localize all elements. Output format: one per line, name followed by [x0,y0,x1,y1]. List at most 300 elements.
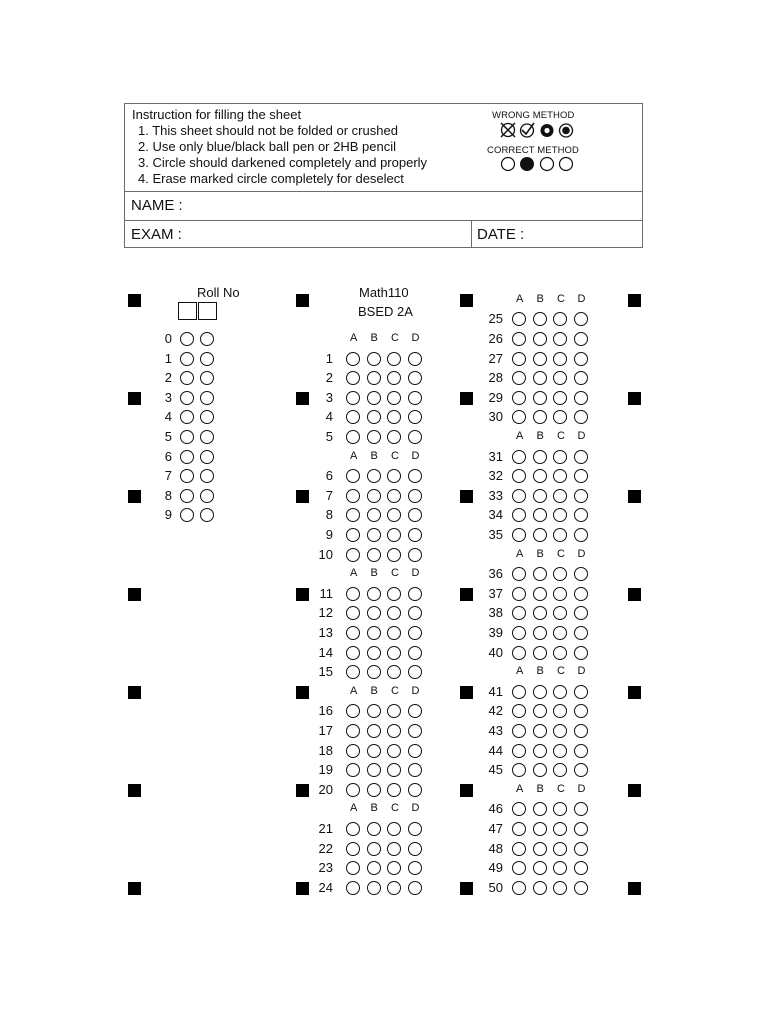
roll-digit-label: 2 [164,370,172,386]
option-header-a: A [350,449,358,462]
name-field[interactable] [125,191,642,221]
answer-bubble-b[interactable] [533,312,547,326]
answer-bubble-c[interactable] [387,763,401,777]
answer-bubble-d[interactable] [408,410,422,424]
answer-bubble-a[interactable] [512,567,526,581]
alignment-marker [128,882,141,895]
answer-bubble-a[interactable] [512,626,526,640]
answer-bubble-a[interactable] [512,391,526,405]
answer-bubble-d[interactable] [408,469,422,483]
question-number: 12 [318,605,333,621]
answer-bubble-a[interactable] [512,450,526,464]
answer-bubble-d[interactable] [408,489,422,503]
instruction-item-3: 3. Circle should darkened completely and properly [138,155,428,170]
answer-bubble-c[interactable] [553,822,567,836]
answer-bubble-a[interactable] [512,508,526,522]
answer-bubble-d[interactable] [408,548,422,562]
option-header-d: D [577,782,586,795]
answer-bubble-d[interactable] [574,626,588,640]
answer-bubble-d[interactable] [574,410,588,424]
answer-bubble-c[interactable] [553,567,567,581]
answer-bubble-d[interactable] [574,704,588,718]
answer-bubble-b[interactable] [533,410,547,424]
answer-bubble-d[interactable] [574,332,588,346]
answer-bubble-a[interactable] [512,822,526,836]
answer-bubble-a[interactable] [346,842,360,856]
option-header-b: B [536,782,544,795]
alignment-marker [628,294,641,307]
answer-bubble-d[interactable] [408,881,422,895]
answer-bubble-a[interactable] [512,352,526,366]
answer-bubble-d[interactable] [408,861,422,875]
roll-digit-box-2[interactable] [198,302,217,320]
question-number: 40 [488,644,503,660]
option-header-b: B [536,430,544,442]
roll-bubble[interactable] [180,450,194,464]
roll-digit-label: 5 [164,429,172,444]
roll-bubble[interactable] [200,410,214,424]
answer-bubble-d[interactable] [408,646,422,660]
answer-bubble-b[interactable] [533,626,547,640]
answer-bubble-c[interactable] [387,842,401,856]
roll-bubble[interactable] [200,450,214,464]
answer-bubble-c[interactable] [387,430,401,444]
option-header-b: B [370,802,378,815]
answer-bubble-b[interactable] [367,861,381,875]
exam-label: EXAM : [131,226,182,243]
roll-digit-label: 0 [164,331,172,346]
answer-bubble-a[interactable] [346,352,360,366]
answer-bubble-d[interactable] [574,861,588,875]
answer-bubble-c[interactable] [553,606,567,620]
answer-bubble-b[interactable] [533,685,547,699]
question-number: 46 [488,801,503,817]
answer-bubble-b[interactable] [367,352,381,366]
answer-bubble-a[interactable] [512,842,526,856]
answer-bubble-b[interactable] [533,802,547,816]
answer-bubble-d[interactable] [408,626,422,640]
answer-bubble-a[interactable] [346,783,360,797]
answer-bubble-c[interactable] [387,508,401,522]
answer-bubble-b[interactable] [533,489,547,503]
answer-bubble-a[interactable] [346,822,360,836]
roll-bubble[interactable] [180,469,194,483]
roll-bubble[interactable] [200,508,214,522]
roll-digit-label: 6 [164,448,172,464]
answer-bubble-b[interactable] [367,391,381,405]
question-number: 21 [318,821,333,836]
answer-bubble-c[interactable] [387,489,401,503]
answer-bubble-b[interactable] [533,508,547,522]
answer-bubble-a[interactable] [512,606,526,620]
answer-bubble-b[interactable] [367,626,381,640]
answer-bubble-c[interactable] [553,646,567,660]
answer-bubble-d[interactable] [408,587,422,601]
answer-bubble-b[interactable] [533,528,547,542]
answer-bubble-c[interactable] [553,587,567,601]
option-header-b: B [370,332,378,344]
alignment-marker [128,294,141,307]
roll-bubble[interactable] [180,371,194,385]
answer-bubble-b[interactable] [533,763,547,777]
answer-bubble-a[interactable] [346,587,360,601]
answer-bubble-b[interactable] [533,332,547,346]
alignment-marker [460,588,473,601]
answer-bubble-b[interactable] [367,783,381,797]
roll-bubble[interactable] [180,410,194,424]
answer-bubble-b[interactable] [367,665,381,679]
ringed-bubble-icon [541,124,554,137]
question-number: 48 [488,840,503,856]
answer-bubble-c[interactable] [387,861,401,875]
answer-bubble-c[interactable] [387,665,401,679]
answer-bubble-d[interactable] [574,312,588,326]
answer-bubble-b[interactable] [367,704,381,718]
answer-bubble-b[interactable] [533,822,547,836]
answer-bubble-c[interactable] [553,391,567,405]
roll-digit-label: 7 [164,468,172,484]
alignment-marker [460,784,473,797]
answer-bubble-d[interactable] [574,881,588,895]
date-label: DATE : [477,226,525,243]
option-header-d: D [577,292,586,305]
answer-bubble-b[interactable] [367,606,381,620]
answer-bubble-d[interactable] [574,450,588,464]
answer-bubble-c[interactable] [387,587,401,601]
answer-bubble-d[interactable] [574,842,588,856]
question-number: 18 [318,742,333,758]
roll-bubble[interactable] [200,430,214,444]
answer-bubble-d[interactable] [574,646,588,660]
answer-bubble-b[interactable] [533,704,547,718]
answer-bubble-a[interactable] [346,508,360,522]
instruction-item-4: 4. Erase marked circle completely for deselect [138,171,404,186]
answer-bubble-a[interactable] [512,410,526,424]
answer-bubble-d[interactable] [574,489,588,503]
answer-bubble-a[interactable] [512,332,526,346]
option-header-a: A [516,547,524,560]
answer-bubble-c[interactable] [553,352,567,366]
answer-bubble-c[interactable] [387,881,401,895]
alignment-marker [296,882,309,895]
roll-bubble[interactable] [180,391,194,405]
answer-bubble-b[interactable] [533,861,547,875]
question-number: 32 [488,468,503,484]
answer-bubble-b[interactable] [367,489,381,503]
instruction-item-2: 2. Use only blue/black ball pen or 2HB pencil [138,139,396,154]
question-number: 35 [488,527,503,542]
answer-bubble-a[interactable] [512,861,526,875]
answer-bubble-b[interactable] [367,410,381,424]
answer-bubble-a[interactable] [346,469,360,483]
answer-bubble-c[interactable] [553,626,567,640]
answer-bubble-a[interactable] [346,626,360,640]
answer-bubble-b[interactable] [533,469,547,483]
answer-bubble-c[interactable] [553,469,567,483]
section-title: BSED 2A [358,304,413,319]
empty-bubble-icon [541,158,554,171]
answer-bubble-d[interactable] [408,352,422,366]
answer-bubble-b[interactable] [367,528,381,542]
answer-bubble-c[interactable] [387,391,401,405]
roll-digit-label: 4 [164,409,172,425]
question-number: 27 [488,350,503,366]
question-number: 31 [488,448,503,464]
answer-bubble-b[interactable] [533,646,547,660]
answer-bubble-a[interactable] [512,312,526,326]
answer-bubble-b[interactable] [367,724,381,738]
alignment-marker [628,882,641,895]
answer-bubble-c[interactable] [553,685,567,699]
answer-bubble-b[interactable] [533,391,547,405]
alignment-marker [128,392,141,405]
alignment-marker [460,882,473,895]
alignment-marker [460,392,473,405]
answer-bubble-b[interactable] [367,430,381,444]
answer-bubble-c[interactable] [553,881,567,895]
exam-date-divider [471,220,472,248]
answer-bubble-b[interactable] [367,548,381,562]
answer-bubble-d[interactable] [574,802,588,816]
answer-bubble-d[interactable] [408,724,422,738]
answer-bubble-c[interactable] [553,312,567,326]
roll-bubble[interactable] [180,489,194,503]
roll-no-title: Roll No [197,285,240,300]
answer-bubble-b[interactable] [533,842,547,856]
answer-bubble-d[interactable] [574,606,588,620]
answer-bubble-a[interactable] [512,371,526,385]
question-number: 41 [488,683,503,699]
answer-bubble-c[interactable] [553,802,567,816]
question-number: 20 [318,781,333,797]
answer-bubble-b[interactable] [367,881,381,895]
question-number: 50 [488,879,503,895]
answer-bubble-b[interactable] [533,744,547,758]
answer-bubble-c[interactable] [553,861,567,875]
answer-bubble-a[interactable] [346,881,360,895]
answer-bubble-c[interactable] [387,822,401,836]
alignment-marker [296,686,309,699]
question-number: 47 [488,821,503,836]
question-number: 26 [488,331,503,346]
alignment-marker [628,588,641,601]
answer-bubble-a[interactable] [346,665,360,679]
roll-bubble[interactable] [200,489,214,503]
answer-bubble-b[interactable] [367,646,381,660]
answer-bubble-c[interactable] [553,842,567,856]
answer-bubble-d[interactable] [574,822,588,836]
answer-bubble-d[interactable] [408,763,422,777]
answer-bubble-b[interactable] [367,469,381,483]
answer-bubble-a[interactable] [512,489,526,503]
answer-bubble-a[interactable] [512,469,526,483]
answer-bubble-c[interactable] [553,450,567,464]
answer-bubble-d[interactable] [574,508,588,522]
option-header-b: B [370,684,378,697]
question-number: 19 [318,762,333,778]
option-header-c: C [391,332,399,344]
answer-bubble-a[interactable] [346,606,360,620]
answer-bubble-d[interactable] [574,469,588,483]
instruction-panel [125,104,642,192]
answer-bubble-c[interactable] [553,410,567,424]
answer-bubble-d[interactable] [574,567,588,581]
answer-bubble-a[interactable] [346,548,360,562]
question-number: 34 [488,507,503,523]
answer-bubble-b[interactable] [533,371,547,385]
answer-bubble-a[interactable] [346,430,360,444]
answer-bubble-c[interactable] [387,352,401,366]
answer-bubble-a[interactable] [512,744,526,758]
answer-bubble-d[interactable] [408,371,422,385]
question-number: 11 [319,585,333,601]
answer-bubble-c[interactable] [387,548,401,562]
answer-bubble-d[interactable] [408,744,422,758]
answer-bubble-c[interactable] [387,606,401,620]
answer-bubble-a[interactable] [512,646,526,660]
answer-bubble-a[interactable] [512,881,526,895]
answer-bubble-c[interactable] [387,626,401,640]
answer-bubble-d[interactable] [574,724,588,738]
answer-bubble-b[interactable] [533,567,547,581]
answer-bubble-c[interactable] [387,528,401,542]
answer-bubble-c[interactable] [387,469,401,483]
option-header-b: B [370,567,378,580]
roll-digit-box-1[interactable] [178,302,197,320]
answer-bubble-c[interactable] [553,724,567,738]
roll-bubble[interactable] [180,430,194,444]
answer-bubble-c[interactable] [387,410,401,424]
answer-bubble-b[interactable] [533,881,547,895]
roll-bubble[interactable] [200,332,214,346]
question-number: 13 [318,625,333,640]
answer-bubble-b[interactable] [367,822,381,836]
answer-bubble-d[interactable] [574,371,588,385]
option-header-c: C [391,449,399,462]
alignment-marker [296,588,309,601]
roll-bubble[interactable] [200,352,214,366]
answer-bubble-b[interactable] [367,744,381,758]
answer-bubble-c[interactable] [553,371,567,385]
answer-bubble-b[interactable] [533,724,547,738]
answer-bubble-a[interactable] [512,724,526,738]
answer-bubble-c[interactable] [553,763,567,777]
option-header-d: D [411,449,420,462]
answer-bubble-d[interactable] [574,763,588,777]
answer-bubble-b[interactable] [367,508,381,522]
answer-bubble-c[interactable] [387,744,401,758]
roll-bubble[interactable] [180,352,194,366]
answer-bubble-a[interactable] [512,763,526,777]
answer-bubble-a[interactable] [512,685,526,699]
correct-method-label: CORRECT METHOD [487,145,580,156]
answer-bubble-c[interactable] [553,528,567,542]
answer-bubble-a[interactable] [346,528,360,542]
answer-bubble-d[interactable] [574,587,588,601]
answer-bubble-a[interactable] [346,724,360,738]
answer-bubble-d[interactable] [574,352,588,366]
answer-bubble-b[interactable] [533,450,547,464]
answer-bubble-b[interactable] [533,606,547,620]
answer-bubble-a[interactable] [346,861,360,875]
answer-bubble-b[interactable] [533,352,547,366]
answer-bubble-c[interactable] [387,704,401,718]
answer-bubble-c[interactable] [387,783,401,797]
roll-bubble[interactable] [180,508,194,522]
answer-bubble-b[interactable] [367,763,381,777]
answer-bubble-d[interactable] [408,783,422,797]
answer-bubble-c[interactable] [553,744,567,758]
option-header-b: B [536,292,544,305]
question-number: 38 [488,605,503,621]
option-header-b: B [536,665,544,678]
answer-bubble-d[interactable] [408,606,422,620]
answer-bubble-c[interactable] [553,508,567,522]
option-header-d: D [411,567,420,580]
answer-bubble-d[interactable] [408,430,422,444]
answer-bubble-d[interactable] [574,685,588,699]
answer-bubble-d[interactable] [408,391,422,405]
answer-bubble-a[interactable] [346,744,360,758]
answer-bubble-a[interactable] [346,391,360,405]
answer-bubble-a[interactable] [346,489,360,503]
question-number: 7 [325,487,333,503]
answer-bubble-d[interactable] [408,528,422,542]
roll-bubble[interactable] [200,391,214,405]
answer-bubble-a[interactable] [346,646,360,660]
answer-bubble-b[interactable] [367,842,381,856]
answer-bubble-c[interactable] [553,332,567,346]
answer-bubble-d[interactable] [574,391,588,405]
answer-bubble-c[interactable] [387,724,401,738]
answer-bubble-d[interactable] [408,665,422,679]
answer-bubble-d[interactable] [574,744,588,758]
answer-bubble-a[interactable] [346,763,360,777]
instruction-header [124,103,643,248]
answer-bubble-b[interactable] [367,587,381,601]
roll-bubble[interactable] [200,371,214,385]
wrong-method-label: WRONG METHOD [492,110,575,121]
roll-bubble[interactable] [200,469,214,483]
answer-bubble-c[interactable] [553,489,567,503]
checked-bubble-icon [521,123,535,137]
answer-bubble-d[interactable] [408,508,422,522]
answer-bubble-d[interactable] [574,528,588,542]
answer-bubble-b[interactable] [533,587,547,601]
crossed-bubble-icon [501,123,515,137]
answer-bubble-b[interactable] [367,371,381,385]
answer-bubble-d[interactable] [408,704,422,718]
answer-bubble-d[interactable] [408,842,422,856]
question-number: 22 [318,840,333,856]
answer-bubble-a[interactable] [512,704,526,718]
question-number: 3 [325,389,333,405]
answer-bubble-a[interactable] [512,528,526,542]
answer-bubble-a[interactable] [346,410,360,424]
answer-bubble-a[interactable] [512,587,526,601]
question-number: 14 [318,644,333,660]
answer-bubble-a[interactable] [346,704,360,718]
answer-bubble-c[interactable] [387,646,401,660]
option-header-d: D [411,332,420,344]
answer-bubble-a[interactable] [512,802,526,816]
answer-bubble-c[interactable] [387,371,401,385]
answer-bubble-d[interactable] [408,822,422,836]
roll-bubble[interactable] [180,332,194,346]
answer-bubble-c[interactable] [553,704,567,718]
answer-bubble-a[interactable] [346,371,360,385]
question-number: 36 [488,566,503,582]
